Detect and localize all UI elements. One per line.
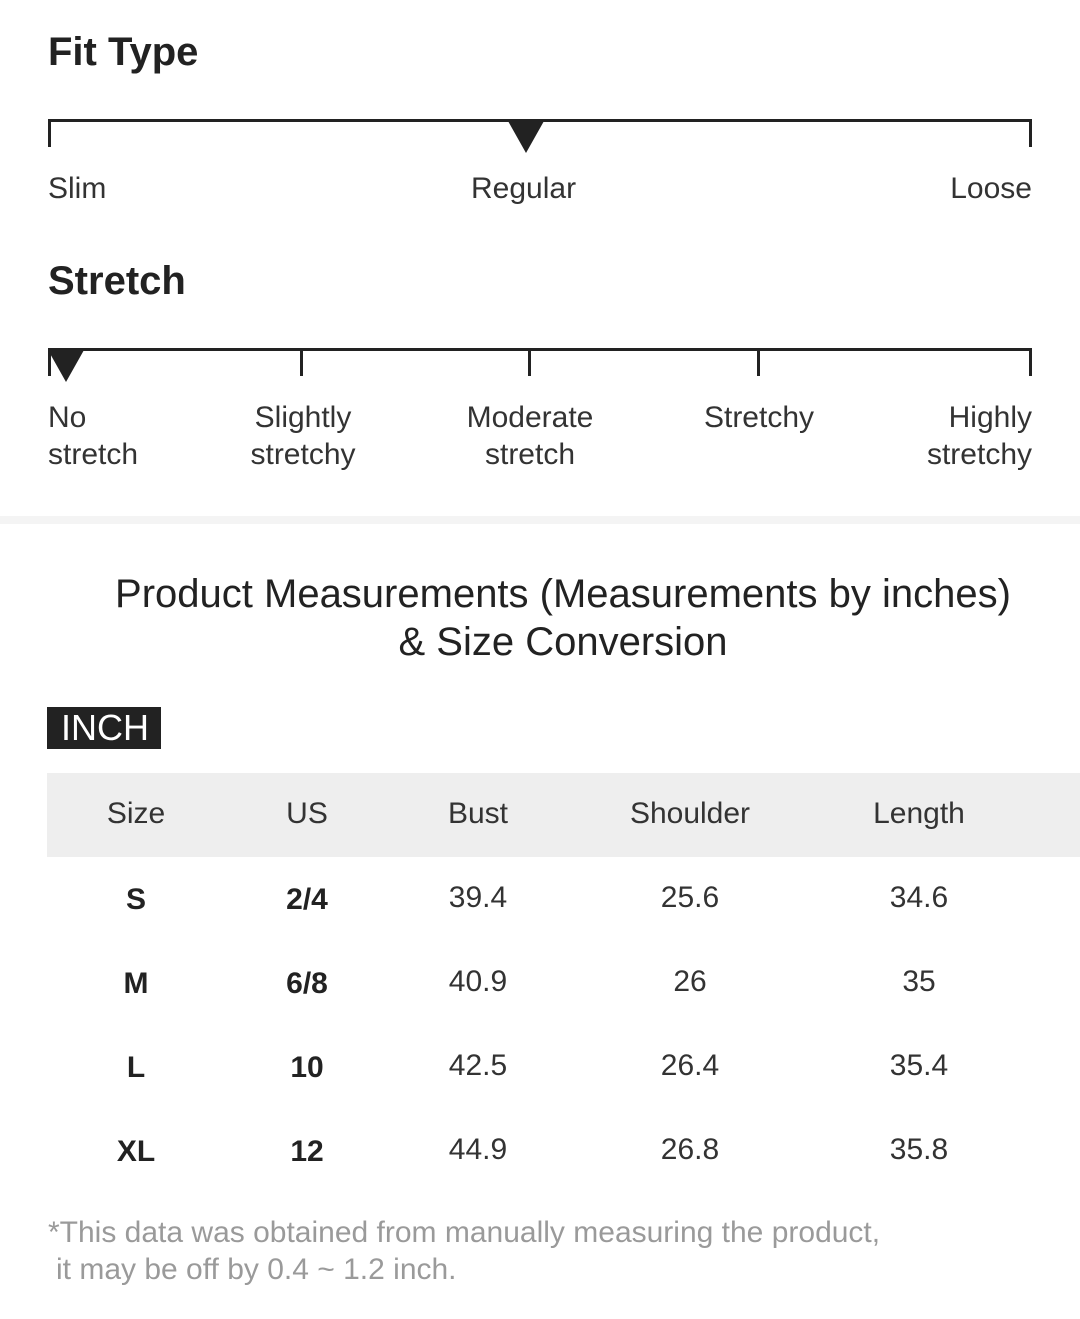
cell-shoulder: 25.6	[660, 881, 720, 914]
column-header-shoulder: Shoulder	[629, 797, 751, 830]
cell-shoulder: 26.4	[660, 1049, 720, 1082]
stretch-tick-2	[300, 348, 303, 376]
stretch-title: Stretch	[48, 259, 186, 303]
cell-length: 35.4	[889, 1049, 949, 1082]
stretch-label-slightly-line1: Slightly	[254, 401, 352, 434]
stretch-label-slightly	[203, 399, 403, 473]
stretch-label-highly-line1: Highly	[948, 401, 1032, 434]
measurement-footnote	[48, 1214, 880, 1288]
column-header-size: Size	[106, 797, 166, 830]
stretch-label-no	[48, 399, 138, 473]
stretch-label-moderate-line2: stretch	[484, 438, 576, 471]
column-header-bust: Bust	[447, 797, 509, 830]
column-header-length: Length	[873, 797, 965, 830]
stretch-label-moderate	[430, 399, 630, 473]
cell-us: 12	[290, 1135, 324, 1168]
footnote-line1: *This data was obtained from manually measuring the product,	[48, 1216, 881, 1249]
cell-length: 35.8	[889, 1133, 949, 1166]
fit-type-tick-left	[48, 119, 51, 147]
cell-bust: 39.4	[448, 881, 508, 914]
cell-size: XL	[116, 1135, 156, 1168]
cell-us: 10	[290, 1051, 324, 1084]
cell-size: S	[125, 883, 146, 916]
stretch-pointer-icon	[48, 350, 84, 382]
cell-us: 2/4	[286, 883, 328, 916]
stretch-tick-4	[757, 348, 760, 376]
measurements-title: Product Measurements (Measurements by inches) & Size Conversion	[115, 572, 1011, 664]
stretch-label-slightly-line2: stretchy	[250, 438, 356, 471]
cell-bust: 42.5	[448, 1049, 508, 1082]
stretch-label-highly	[927, 399, 1032, 473]
fit-type-label-regular: Regular	[471, 172, 577, 205]
stretch-label-stretchy-line1: Stretchy	[703, 401, 815, 434]
footnote-line2: it may be off by 0.4 ~ 1.2 inch.	[56, 1253, 457, 1286]
fit-type-label-slim: Slim	[48, 172, 107, 205]
fit-type-title: Fit Type	[48, 30, 199, 74]
fit-type-pointer-icon	[508, 121, 544, 153]
cell-shoulder: 26.8	[660, 1133, 720, 1166]
unit-badge: INCH	[47, 707, 161, 749]
section-divider	[0, 516, 1080, 524]
stretch-label-moderate-line1: Moderate	[466, 401, 594, 434]
fit-type-scale	[48, 119, 1032, 147]
cell-bust: 40.9	[448, 965, 508, 998]
stretch-scale	[48, 348, 1032, 376]
column-header-us: US	[286, 797, 328, 830]
cell-length: 35	[902, 965, 936, 998]
cell-size: L	[126, 1051, 146, 1084]
stretch-label-stretchy	[659, 399, 859, 436]
cell-size: M	[123, 967, 149, 1000]
stretch-label-no-line1: No	[48, 401, 87, 434]
cell-us: 6/8	[286, 967, 328, 1000]
stretch-label-no-line2: stretch	[48, 438, 139, 471]
fit-type-tick-right	[1029, 119, 1032, 147]
stretch-scale-bar	[48, 348, 1032, 351]
fit-type-label-loose: Loose	[950, 172, 1032, 205]
stretch-tick-5	[1029, 348, 1032, 376]
cell-shoulder: 26	[673, 965, 707, 998]
cell-length: 34.6	[889, 881, 949, 914]
cell-bust: 44.9	[448, 1133, 508, 1166]
stretch-label-highly-line2: stretchy	[926, 438, 1032, 471]
stretch-tick-3	[528, 348, 531, 376]
